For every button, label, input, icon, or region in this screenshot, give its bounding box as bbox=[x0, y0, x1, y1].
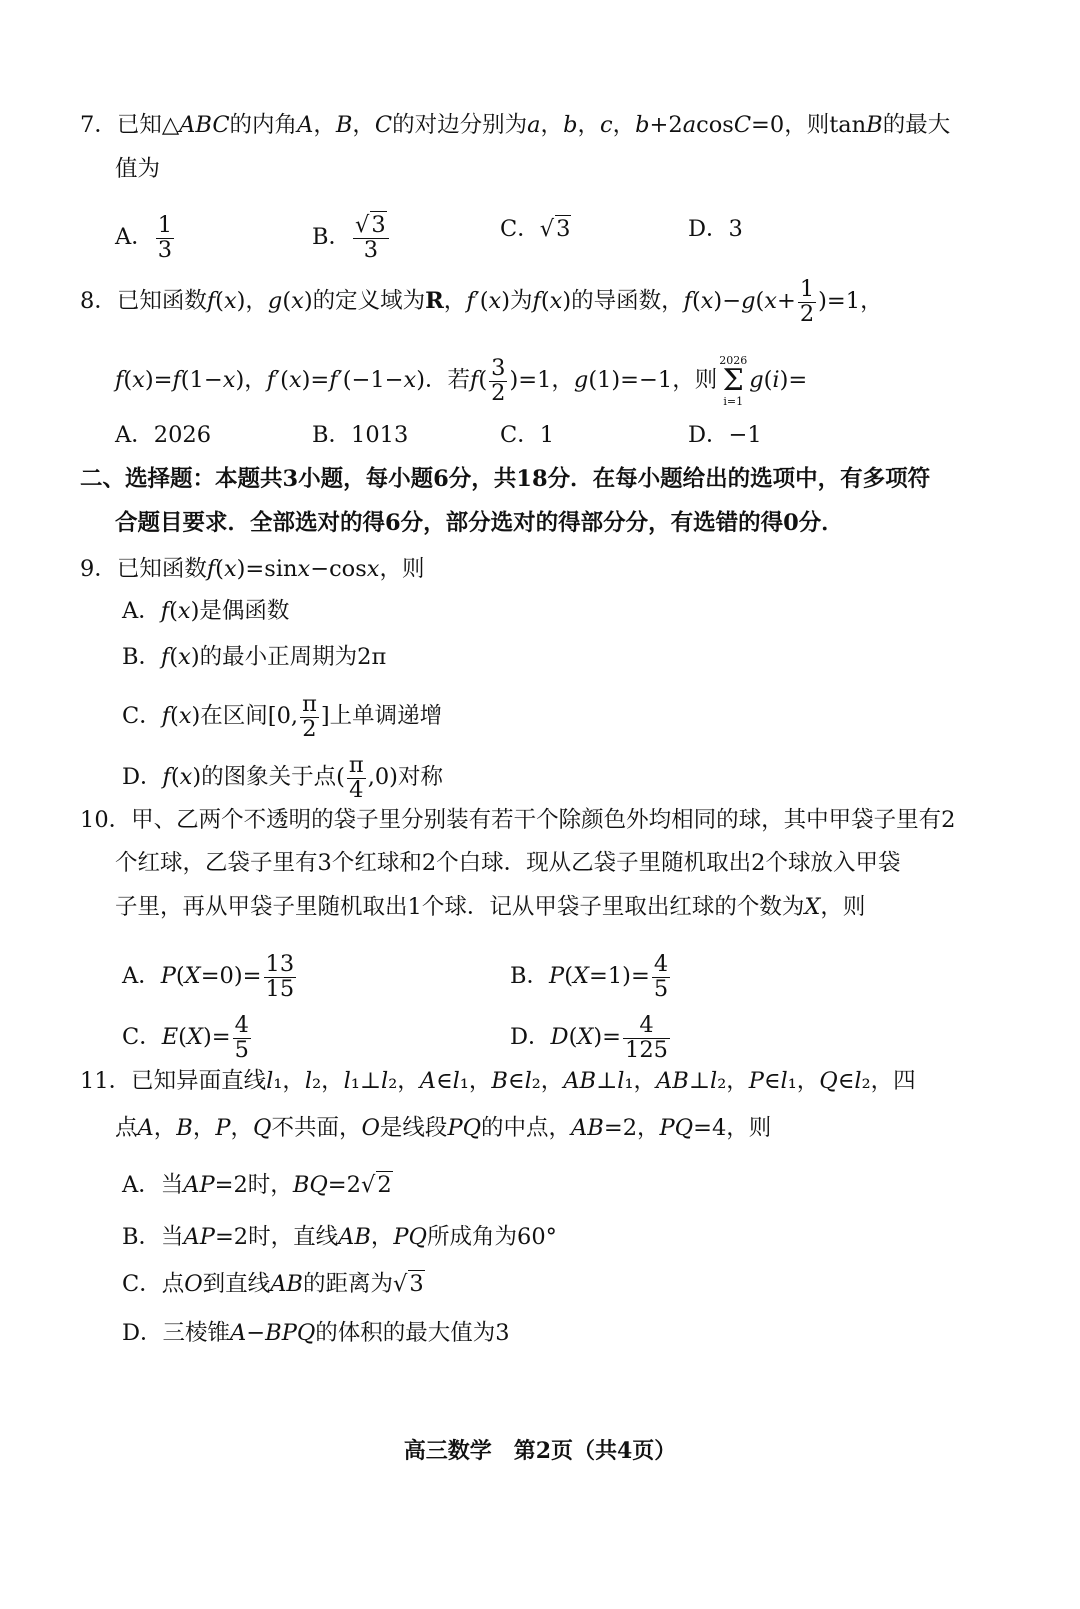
q7-option-c: C．√3 bbox=[500, 216, 571, 242]
page-footer: 高三数学 第2页（共4页） bbox=[403, 1438, 677, 1464]
q10-option-b: B．P(X=1)= $\frac{4}{5}$ bbox=[510, 951, 669, 1002]
q11-option-a: A．当AP=2时，BQ=2√2 bbox=[122, 1172, 392, 1198]
q9-option-c: C．f(x)在区间[0, $\frac{\pi}{2}$ ]上单调递增 bbox=[122, 691, 443, 742]
q7-option-b: B． $\frac{√3}{3}$ bbox=[312, 214, 391, 262]
q11-stem-line1: 11．已知异面直线l₁，l₂，l₁⊥l₂，A∈l₁，B∈l₂，AB⊥l₁，AB⊥l₂，P∈l₁，Q∈l₂，四 bbox=[80, 1068, 916, 1094]
q9-option-a: A．f(x)是偶函数 bbox=[122, 598, 290, 624]
section2-header-line1: 二、选择题：本题共3小题，每小题6分，共18分．在每小题给出的选项中，有多项符 bbox=[80, 466, 931, 492]
q10-stem-line3: 子里，再从甲袋子里随机取出1个球．记从甲袋子里取出红球的个数为X，则 bbox=[115, 894, 866, 920]
q11-option-c: C．点O到直线AB的距离为√3 bbox=[122, 1271, 424, 1297]
q11-stem-line2: 点A，B，P，Q不共面，O是线段PQ的中点，AB=2，PQ=4，则 bbox=[115, 1115, 772, 1141]
sum-symbol: 2026 Σ i=1 bbox=[719, 354, 748, 408]
q7-stem: 7．已知△ABC的内角A，B，C的对边分别为a，b，c，b+2acosC=0，则tanB的最大 bbox=[80, 112, 951, 138]
q8-option-a: A．2026 bbox=[115, 422, 212, 448]
q10-option-d: D．D(X)= $\frac{4}{125}$ bbox=[510, 1012, 668, 1063]
q8-option-d: D．−1 bbox=[688, 422, 762, 448]
q9-stem: 9．已知函数f(x)=sinx−cosx，则 bbox=[80, 556, 425, 582]
q11-option-b: B．当AP=2时，直线AB，PQ所成角为60° bbox=[122, 1224, 557, 1250]
q10-option-c: C．E(X)= $\frac{4}{5}$ bbox=[122, 1012, 249, 1063]
q10-stem-line2: 个红球，乙袋子里有3个红球和2个白球．现从乙袋子里随机取出2个球放入甲袋 bbox=[115, 850, 901, 876]
q9-option-b: B．f(x)的最小正周期为2π bbox=[122, 644, 387, 670]
section2-header-line2: 合题目要求．全部选对的得6分，部分选对的得部分分，有选错的得0分． bbox=[115, 510, 844, 536]
q8-stem-line2: f(x)=f(1−x)，f′(x)=f′(−1−x)．若f( $\frac{3}{2}$ )=1，g(1)=−1，则 2026 Σ i=1 g(i)= bbox=[115, 354, 808, 408]
q11-option-d: D．三棱锥A−BPQ的体积的最大值为3 bbox=[122, 1320, 510, 1346]
q10-option-a: A．P(X=0)= $\frac{13}{15}$ bbox=[122, 951, 295, 1002]
q8-option-c: C．1 bbox=[500, 422, 555, 448]
q9-option-d: D．f(x)的图象关于点( $\frac{\pi}{4}$ ,0)对称 bbox=[122, 752, 443, 803]
q10-stem-line1: 10．甲、乙两个不透明的袋子里分别装有若干个除颜色外均相同的球，其中甲袋子里有2 bbox=[80, 807, 956, 833]
q8-option-b: B．1013 bbox=[312, 422, 409, 448]
q7-option-d: D．3 bbox=[688, 216, 743, 242]
q8-stem-line1: 8．已知函数f(x)，g(x)的定义域为R，f′(x)为f(x)的导函数，f(x)−g(x+ $\frac{1}{2}$ )=1， bbox=[80, 276, 883, 327]
q7-option-a: A． $\frac{1}{3}$ bbox=[115, 212, 173, 263]
q7-stem-cont: 值为 bbox=[115, 156, 161, 182]
